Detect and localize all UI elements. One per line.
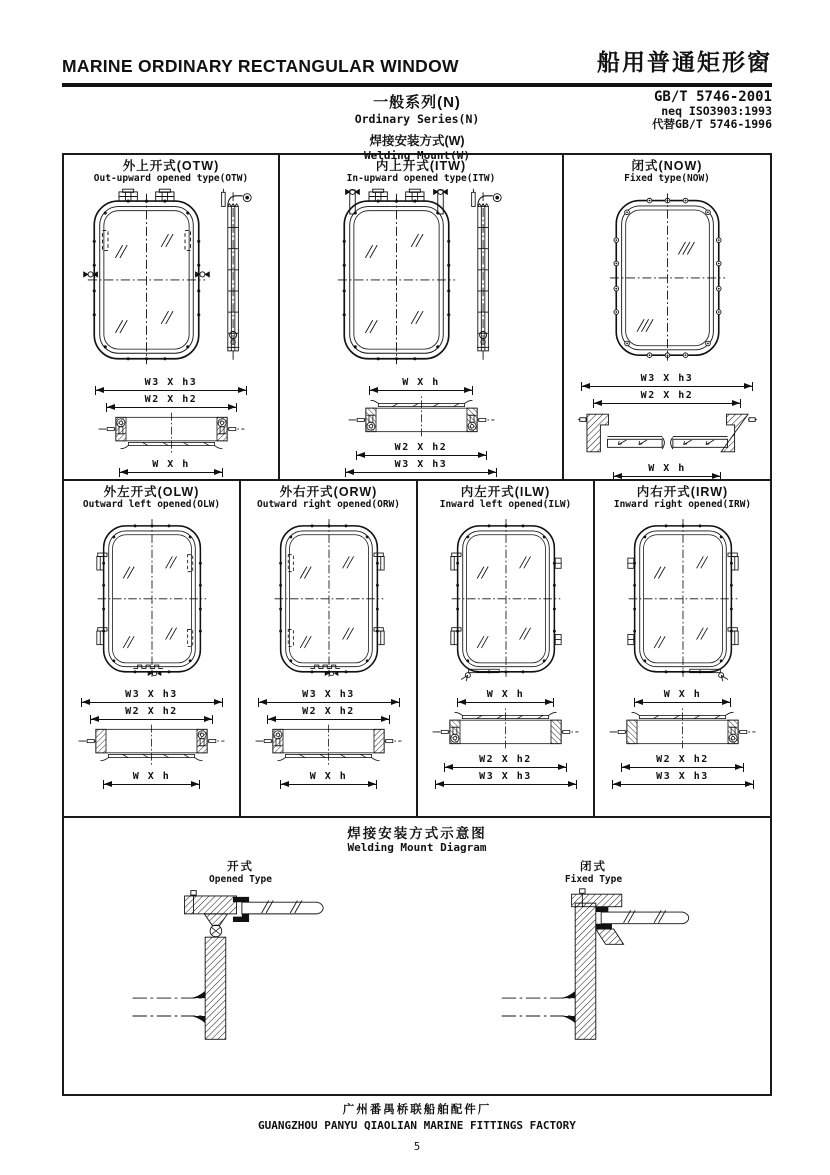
drawing-table	[62, 153, 772, 1096]
panel-ilw-title	[440, 486, 572, 510]
type-title-zh: 外右开式(ORW)	[279, 485, 378, 499]
otw-views	[86, 188, 256, 370]
dimension-w3xh3: W3 X h3	[613, 769, 753, 785]
panel-ilw	[418, 481, 595, 816]
type-title-en: In-upward opened type(ITW)	[346, 172, 496, 184]
type-title-zh: 闭式(NOW)	[631, 159, 703, 173]
itw-views	[336, 188, 506, 370]
otw-side-view-drawing	[219, 188, 256, 364]
standard-equivalent: neq ISO3903:1993	[661, 104, 772, 119]
dimension-w2xh2: W2 X h2	[268, 704, 388, 720]
dimension-w3xh3: W3 X h3	[259, 687, 399, 703]
title-bar	[62, 44, 772, 77]
ilw-views	[450, 514, 562, 682]
olw-dimensions	[82, 687, 222, 786]
type-title-en: Outward left opened(OLW)	[82, 498, 221, 510]
panel-itw	[280, 155, 564, 479]
type-title-zh: 外上开式(OTW)	[122, 159, 220, 173]
page-title-chinese: 船用普通矩形窗	[597, 49, 772, 75]
opened-type-label-en: Opened Type	[209, 874, 272, 886]
panel-now-title	[624, 160, 710, 184]
orw-front-view-drawing	[273, 514, 385, 682]
factory-name-zh: 广州番禺桥联船舶配件厂	[342, 1104, 492, 1116]
ilw-dimensions	[436, 687, 576, 786]
type-title-en: Inward left opened(ILW)	[439, 498, 572, 510]
dimension-wxh: W X h	[281, 769, 376, 785]
dimension-w2xh2: W2 X h2	[107, 392, 236, 408]
type-title-en: Out-upward opened type(OTW)	[93, 172, 249, 184]
now-views	[608, 188, 727, 366]
otw-section-drawing	[97, 411, 246, 455]
type-title-zh: 内左开式(ILW)	[460, 485, 551, 499]
panel-olw-title	[83, 486, 220, 510]
orw-views	[273, 514, 385, 682]
page-header	[62, 44, 772, 162]
irw-front-view-drawing	[627, 514, 739, 682]
dimension-w3xh3: W3 X h3	[346, 457, 496, 473]
dimension-wxh: W X h	[458, 687, 553, 703]
dimension-w3xh3: W3 X h3	[96, 375, 246, 391]
welding-title	[64, 826, 770, 854]
fixed-type-label-en: Fixed Type	[564, 874, 623, 886]
panel-orw	[241, 481, 418, 816]
itw-section-drawing	[347, 394, 496, 438]
olw-views	[96, 514, 208, 682]
page-footer	[62, 1103, 772, 1155]
olw-front-view-drawing	[96, 514, 208, 682]
header-rule	[62, 83, 772, 87]
itw-dimensions	[346, 375, 496, 474]
now-front-view-drawing	[608, 188, 727, 366]
fixed-type-label-zh: 闭式	[580, 861, 607, 874]
page-title-english: MARINE ORDINARY RECTANGULAR WINDOW	[62, 56, 459, 76]
dimension-w3xh3: W3 X h3	[82, 687, 222, 703]
panel-irw-title	[614, 486, 751, 510]
standard-code: GB/T 5746-2001	[653, 89, 772, 105]
type-title-zh: 外左开式(OLW)	[103, 485, 200, 499]
now-section-drawing	[578, 407, 757, 459]
series-label-en: Ordinary Series(N)	[354, 112, 480, 126]
orw-section-drawing	[254, 723, 403, 767]
panel-otw	[64, 155, 280, 479]
dimension-wxh: W X h	[614, 461, 719, 477]
standards-block	[652, 89, 772, 132]
welding-fixed-type	[417, 858, 770, 1059]
series-label-zh: 一般系列(N)	[373, 94, 461, 111]
ilw-section-drawing	[431, 706, 580, 750]
welding-opened-type	[64, 858, 417, 1059]
welding-body	[64, 858, 770, 1059]
olw-section-drawing	[77, 723, 226, 767]
irw-section-drawing	[608, 706, 757, 750]
type-title-en: Inward right opened(IRW)	[613, 498, 752, 510]
dimension-w3xh3: W3 X h3	[436, 769, 576, 785]
panel-orw-title	[257, 486, 400, 510]
dimension-wxh: W X h	[635, 687, 730, 703]
welding-mount-panel	[64, 826, 770, 1094]
drawing-row-2	[64, 481, 770, 818]
standard-replaces: 代替GB/T 5746-1996	[652, 117, 772, 132]
irw-views	[627, 514, 739, 682]
panel-otw-title	[94, 160, 248, 184]
fixed-type-weld-drawing	[482, 887, 706, 1059]
dimension-w2xh2: W2 X h2	[91, 704, 211, 720]
dimension-w3xh3: W3 X h3	[582, 371, 752, 387]
mount-label-zh: 焊接安装方式(W)	[369, 134, 465, 148]
otw-front-view-drawing	[86, 188, 207, 370]
orw-dimensions	[259, 687, 399, 786]
dimension-w2xh2: W2 X h2	[594, 388, 740, 404]
opened-type-weld-drawing	[129, 887, 353, 1059]
panel-now	[564, 155, 770, 479]
welding-title-zh: 焊接安装方式示意图	[347, 826, 487, 841]
type-title-en: Fixed type(NOW)	[624, 172, 710, 184]
welding-title-en: Welding Mount Diagram	[347, 840, 487, 854]
type-title-zh: 内右开式(IRW)	[636, 485, 729, 499]
drawing-row-1	[64, 155, 770, 481]
factory-name-en: GUANGZHOU PANYU QIAOLIAN MARINE FITTINGS FACTORY	[258, 1118, 576, 1132]
opened-type-label-zh: 开式	[227, 861, 254, 874]
ilw-front-view-drawing	[450, 514, 562, 682]
header-subrow	[62, 89, 772, 162]
type-title-en: Outward right opened(ORW)	[257, 498, 400, 510]
otw-dimensions	[96, 375, 246, 474]
type-title-zh: 内上开式(ITW)	[375, 159, 467, 173]
dimension-wxh: W X h	[370, 375, 472, 391]
page-number: 5	[413, 1141, 421, 1154]
mount-label-en: Welding Mount(W)	[364, 149, 470, 162]
dimension-w2xh2: W2 X h2	[445, 752, 565, 768]
itw-front-view-drawing	[336, 188, 457, 370]
itw-side-view-drawing	[469, 188, 506, 364]
dimension-wxh: W X h	[104, 769, 199, 785]
dimension-wxh: W X h	[120, 457, 222, 473]
dimension-w2xh2: W2 X h2	[622, 752, 742, 768]
now-dimensions	[582, 371, 752, 478]
panel-olw	[64, 481, 241, 816]
irw-dimensions	[613, 687, 753, 786]
panel-itw-title	[347, 160, 496, 184]
panel-irw	[595, 481, 770, 816]
dimension-w2xh2: W2 X h2	[357, 440, 486, 456]
